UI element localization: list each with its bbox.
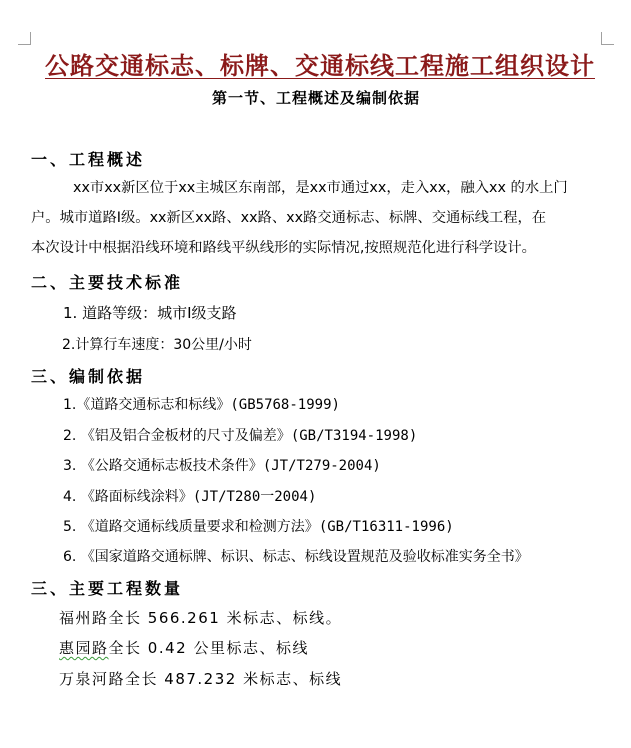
basis-item-title: 《公路交通标志板技术条件》: [80, 458, 263, 474]
overview-line-2: 户。城市道路Ⅰ级。xx新区xx路、xx路、xx路交通标志、标牌、交通标线工程，在: [31, 210, 547, 226]
quantity-line: [59, 637, 309, 658]
road-quantity: 全长 0.42 公里标志、标线: [108, 639, 309, 657]
heading-project-overview: 一、工程概述: [31, 150, 146, 169]
heading-basis: 三、编制依据: [31, 367, 146, 386]
road-name: 惠园路: [59, 639, 109, 657]
document-title: [0, 46, 631, 81]
document-title-text: 公路交通标志、标牌、交通标线工程施工组织设计: [45, 51, 595, 80]
basis-item-number: 5.: [63, 519, 77, 535]
basis-item-number: 6.: [63, 549, 77, 565]
basis-item-number: 3.: [63, 458, 77, 474]
basis-item-number: 4.: [63, 489, 77, 505]
basis-item-code: (GB/T3194-1998): [290, 428, 418, 444]
basis-item-title: 《道路交通标线质量要求和检测方法》: [80, 519, 319, 535]
basis-item-code: (JT/T280一2004): [192, 489, 317, 505]
quantity-line: [59, 607, 342, 628]
quantity-line: [59, 668, 342, 689]
road-name: 万泉河路: [59, 670, 126, 688]
basis-item-code: (JT/T279-2004): [262, 458, 381, 474]
basis-item-title: 《铝及铝合金板材的尺寸及偏差》: [80, 428, 291, 444]
basis-item: [63, 486, 316, 506]
basis-item: [63, 425, 417, 445]
overview-line-1: xx市xx新区位于xx主城区东南部，是xx市通过xx，走入xx，融入xx 的水上门: [73, 180, 568, 196]
basis-item-title: 《路面标线涂料》: [80, 489, 193, 505]
heading-quantities: 三、主要工程数量: [31, 579, 184, 598]
overview-line-3: 本次设计中根据沿线环境和路线平纵线形的实际情况,按照规范化进行科学设计。: [31, 240, 536, 256]
heading-tech-standards: 二、主要技术标准: [31, 273, 184, 292]
page-corner-mark-left: [18, 32, 31, 45]
basis-item: [63, 516, 454, 536]
road-quantity: 全长 566.261 米标志、标线。: [108, 609, 343, 627]
page-corner-mark-right: [601, 32, 614, 45]
section-subtitle: 第一节、工程概述及编制依据: [211, 89, 420, 107]
basis-item: [63, 546, 529, 566]
basis-item: [63, 394, 340, 414]
basis-item: [63, 455, 381, 475]
basis-item-code: (GB/T16311-1996): [318, 519, 454, 535]
basis-item-number: 2.: [63, 428, 77, 444]
basis-item-code: (GB5768-1999): [230, 397, 340, 413]
basis-item-title: 《道路交通标志和标线》: [76, 397, 231, 413]
basis-item-number: 1.: [63, 397, 77, 413]
standard-item: 1. 道路等级：城市Ⅰ级支路: [63, 304, 237, 322]
standard-item: 2.计算行车速度：30公里/小时: [62, 337, 252, 353]
road-quantity: 全长 487.232 米标志、标线: [125, 670, 343, 688]
road-name: 福州路: [59, 609, 109, 627]
basis-item-title: 《国家道路交通标牌、标识、标志、标线设置规范及验收标准实务全书》: [80, 549, 529, 565]
